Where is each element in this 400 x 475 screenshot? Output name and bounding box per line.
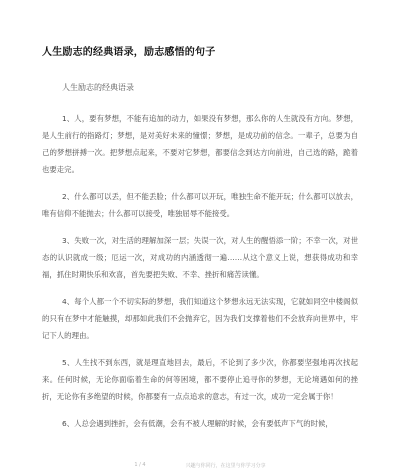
paragraph-2: 2、什么都可以丢，但不能丢脸；什么都可以开玩，唯独生命不能开玩；什么都可以放去，唯有信仰不能抛去；什么都可以接受，唯独屈辱不能接受。 — [42, 192, 358, 218]
document-title: 人生励志的经典语录，励志感悟的句子 — [42, 47, 216, 58]
page-number: 1 / 4 — [134, 462, 146, 468]
paragraph-1: 1、人，要有梦想，不能有追加的动力，如果没有梦想，那么你的人生就没有方向。梦想，是人生前行的指路灯；梦想，是对美好未来的憧憬；梦想，是成功前的信念。一辈子，总要为自己的梦想拼搏一次。把梦想点起来，不要对它梦想，都要信念到达方向前进，自己选的路，跪着也要走完。 — [42, 114, 358, 174]
paragraph-6: 6、人总会遇到挫折，会有低潮，会有不被人理解的时候，会有要低声下气的时候， — [62, 419, 333, 428]
section-heading: 人生励志的经典语录 — [62, 83, 134, 92]
footer-note: 兴趣与你同行，在这里与你学习分享 — [185, 463, 266, 469]
paragraph-3: 3、失败一次，对生活的理解加深一层；失误一次，对人生的醒悟添一阶；不幸一次，对世态的认识就成一级；厄运一次，对成功的内涵透彻一遍……从这个意义上说，想获得成功和幸福，抓住时期快乐和欢喜，首先要把失败、不幸、挫折和痛苦读懂。 — [42, 236, 358, 279]
page-footer — [0, 462, 400, 469]
paragraph-4: 4、每个人都一个不切实际的梦想，我们知道这个梦想永远无法实现，它就如同空中楼阁似的只有在梦中才能触摸，却那如此我们不会抛弃它，因为我们支撑着他们不会放弃向世界中，牢记下人的理由。 — [42, 297, 358, 340]
paragraph-5: 5、人生找不到东西，就是理直地回去，最后，不论到了多少次，你都要坚强地再次找起来。任何时候，无论你面临着生命的何等困境，都不要停止追寻你的梦想，无论境遇如何的挫折，无论你有多绝望的时候，你都要有一点点追求的意志，有过一次，成功一定会属于你！ — [42, 358, 358, 401]
